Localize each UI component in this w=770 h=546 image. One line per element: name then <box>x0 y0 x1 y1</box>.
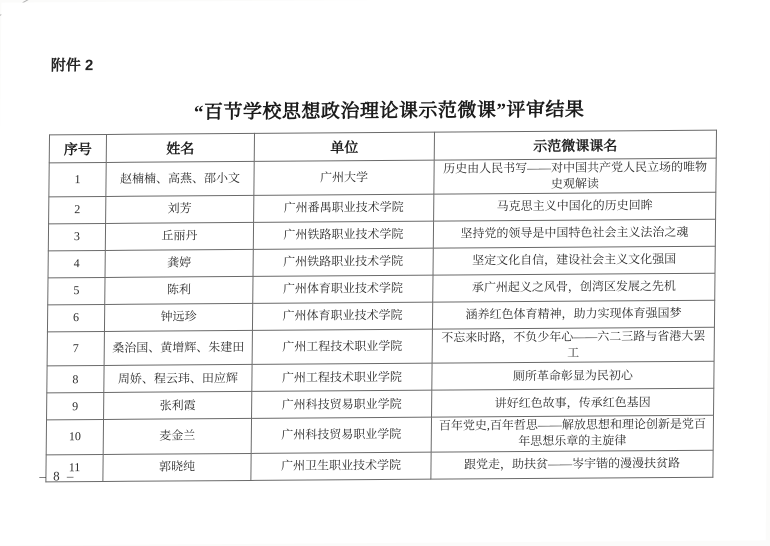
cell-course: 不忘来时路，不负少年心——六二三路与省港大罢工 <box>432 327 714 363</box>
col-header-index: 序号 <box>49 134 106 162</box>
cell-course: 历史由人民书写——对中国共产党人民立场的唯物史观解读 <box>434 158 716 194</box>
table-row <box>49 158 716 197</box>
cell-index: 6 <box>47 305 104 332</box>
cell-unit: 广州铁路职业技术学院 <box>253 248 433 276</box>
table-row <box>46 450 713 482</box>
cell-course: 坚定文化自信，建设社会主义文化强国 <box>433 246 715 275</box>
page-number: – 8 – <box>39 468 76 484</box>
col-header-name: 姓名 <box>106 133 254 162</box>
cell-unit: 广州番禺职业技术学院 <box>254 194 434 222</box>
results-table-body <box>46 158 716 481</box>
cell-index: 1 <box>49 162 106 197</box>
cell-name: 桑治国、黄增辉、朱建田 <box>104 331 252 366</box>
cell-index: 11 <box>46 454 103 481</box>
attachment-label: 附件 2 <box>50 57 94 75</box>
cell-course: 涵养红色体育精神，助力实现体育强国梦 <box>432 300 714 329</box>
cell-unit: 广州体育职业技术学院 <box>253 275 433 303</box>
cell-index: 10 <box>46 420 103 455</box>
cell-name: 周娇、程云玮、田应辉 <box>104 365 252 393</box>
cell-index: 3 <box>48 224 105 251</box>
col-header-course: 示范微课课名 <box>434 130 716 160</box>
cell-name: 龚婷 <box>105 250 253 278</box>
cell-name: 丘丽丹 <box>105 223 253 251</box>
cell-name: 麦金兰 <box>103 419 251 454</box>
cell-course: 跟党走，助扶贫——岑宇锴的漫漫扶贫路 <box>431 450 713 479</box>
cell-unit: 广州科技贸易职业学院 <box>252 391 432 419</box>
cell-index: 2 <box>49 197 106 224</box>
cell-index: 7 <box>47 332 104 367</box>
table-row <box>46 416 713 455</box>
cell-name: 张利霞 <box>104 392 252 420</box>
cell-index: 4 <box>48 251 105 278</box>
cell-name: 郭晓纯 <box>103 453 251 481</box>
cell-unit: 广州科技贸易职业学院 <box>251 418 431 453</box>
cell-unit: 广州工程技术职业学院 <box>252 329 432 364</box>
cell-index: 5 <box>48 278 105 305</box>
cell-course: 坚持党的领导是中国特色社会主义法治之魂 <box>433 219 715 248</box>
cell-course: 讲好红色故事，传承红色基因 <box>432 389 714 418</box>
cell-unit: 广州工程技术职业学院 <box>252 364 432 392</box>
cell-unit: 广州铁路职业技术学院 <box>253 221 433 249</box>
cell-course: 厕所革命彰显为民初心 <box>432 362 714 391</box>
cell-name: 钟远珍 <box>104 304 252 332</box>
cell-unit: 广州体育职业技术学院 <box>252 302 432 330</box>
cell-name: 陈利 <box>105 277 253 305</box>
table-row <box>47 327 714 366</box>
cell-course: 百年党史,百年哲思——解放思想和理论创新是党百年思想乐章的主旋律 <box>431 416 713 452</box>
cell-course: 承广州起义之风骨，创湾区发展之先机 <box>433 273 715 302</box>
results-table <box>45 130 717 482</box>
col-header-unit: 单位 <box>254 132 434 161</box>
cell-unit: 广州大学 <box>254 160 434 195</box>
cell-index: 8 <box>47 366 104 393</box>
cell-name: 赵楠楠、高燕、邵小文 <box>106 161 254 196</box>
cell-name: 刘芳 <box>106 196 254 224</box>
document-title: “百节学校思想政治理论课示范微课”评审结果 <box>193 99 585 124</box>
cell-index: 9 <box>47 393 104 420</box>
cell-unit: 广州卫生职业技术学院 <box>251 452 431 480</box>
cell-course: 马克思主义中国化的历史回眸 <box>434 192 716 221</box>
